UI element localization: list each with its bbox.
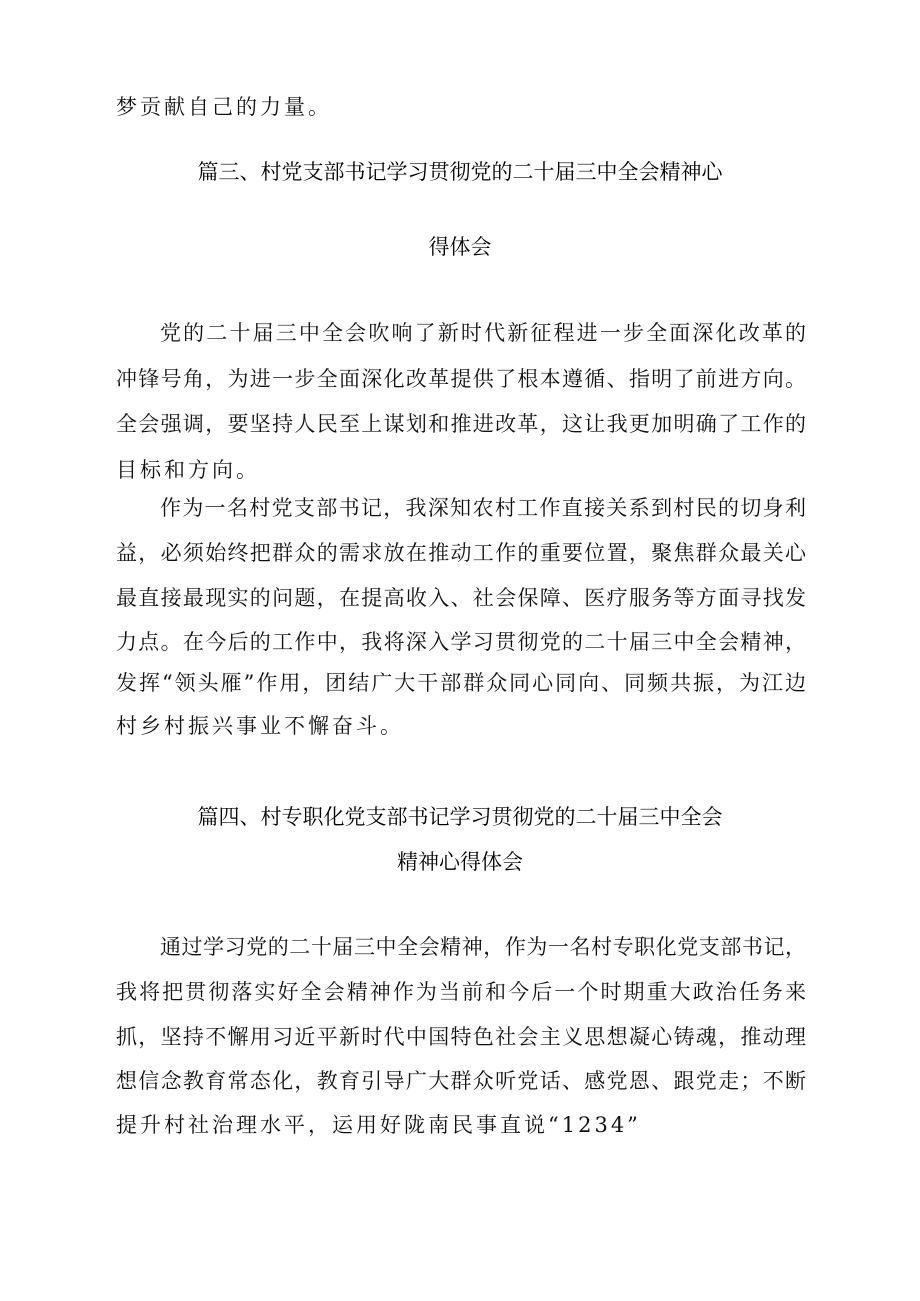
carry-over-line: 梦贡献自己的力量。 bbox=[116, 95, 332, 119]
paragraph-line: 力点。在今后的工作中，我将深入学习贯彻党的二十届三中全会精神， bbox=[116, 630, 806, 654]
paragraph-line: 村乡村振兴事业不懈奋斗。 bbox=[116, 714, 404, 738]
paragraph-line: 想信念教育常态化，教育引导广大群众听党话、感党恩、跟党走；不断 bbox=[116, 1069, 806, 1093]
section4-title-line2: 精神心得体会 bbox=[397, 850, 523, 874]
section4-title-line1: 篇四、村专职化党支部书记学习贯彻党的二十届三中全会 bbox=[197, 805, 723, 829]
section3-title-line1: 篇三、村党支部书记学习贯彻党的二十届三中全会精神心 bbox=[197, 160, 723, 184]
paragraph-line: 益，必须始终把群众的需求放在推动工作的重要位置，聚焦群众最关心 bbox=[116, 541, 806, 565]
paragraph-line: 发挥“领头雁”作用，团结广大干部群众同心同向、同频共振，为江边 bbox=[116, 671, 806, 695]
paragraph-line: 最直接最现实的问题，在提高收入、社会保障、医疗服务等方面寻找发 bbox=[116, 586, 806, 610]
paragraph-line: 提升村社治理水平，运用好陇南民事直说“1234” bbox=[116, 1113, 641, 1137]
paragraph-line: 通过学习党的二十届三中全会精神，作为一名村专职化党支部书记， bbox=[160, 935, 806, 959]
paragraph-line: 我将把贯彻落实好全会精神作为当前和今后一个时期重大政治任务来 bbox=[116, 980, 806, 1004]
paragraph-line: 全会强调，要坚持人民至上谋划和推进改革，这让我更加明确了工作的 bbox=[116, 412, 806, 436]
paragraph-line: 抓，坚持不懈用习近平新时代中国特色社会主义思想凝心铸魂，推动理 bbox=[116, 1025, 806, 1049]
paragraph-line: 作为一名村党支部书记，我深知农村工作直接关系到村民的切身利 bbox=[160, 496, 806, 520]
paragraph-line: 冲锋号角，为进一步全面深化改革提供了根本遵循、指明了前进方向。 bbox=[116, 367, 806, 391]
paragraph-line: 目标和方向。 bbox=[116, 458, 260, 482]
section3-title-line2: 得体会 bbox=[428, 235, 492, 259]
paragraph-line: 党的二十届三中全会吹响了新时代新征程进一步全面深化改革的 bbox=[160, 321, 806, 345]
